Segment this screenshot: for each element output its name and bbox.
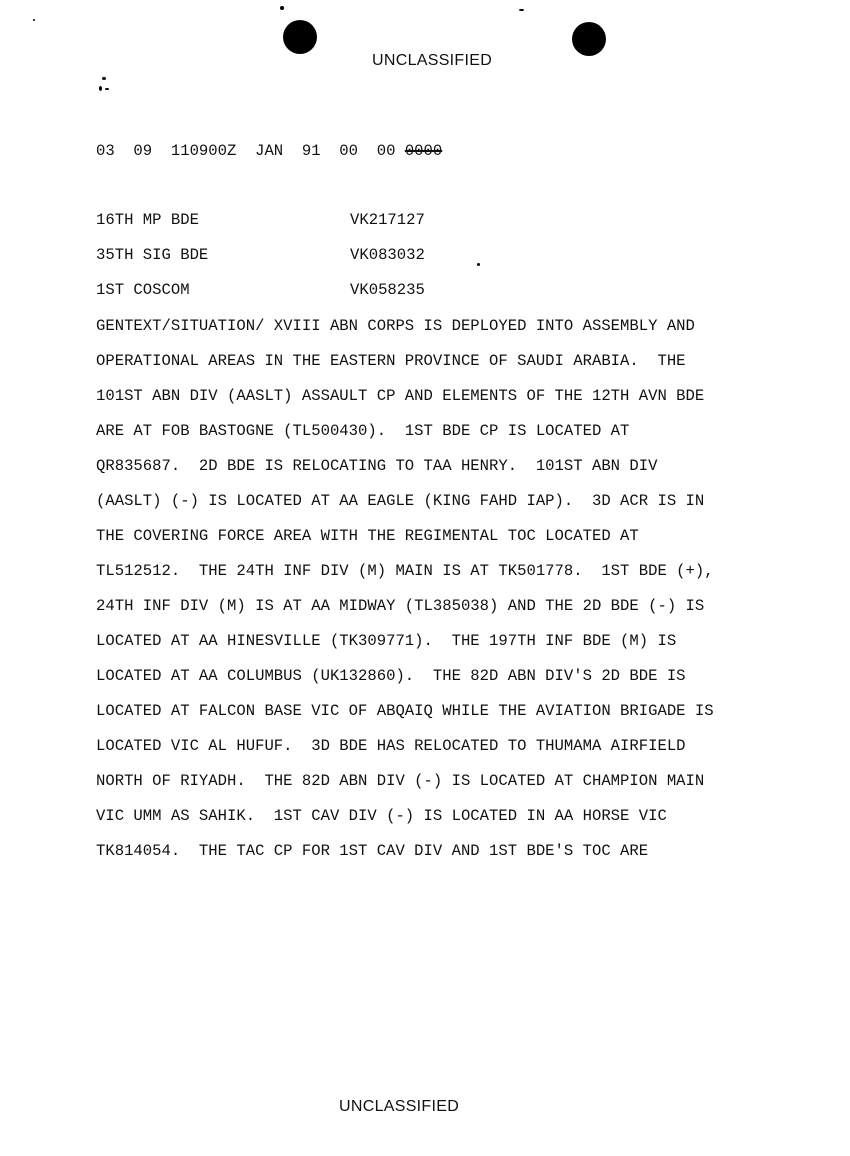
unit-name: 16TH MP BDE bbox=[96, 211, 199, 229]
text-line: TK814054. THE TAC CP FOR 1ST CAV DIV AND 1ST BDE'S TOC ARE bbox=[96, 842, 649, 860]
text-line: NORTH OF RIYADH. THE 82D ABN DIV (-) IS LOCATED AT CHAMPION MAIN bbox=[96, 772, 705, 790]
text-line: (AASLT) (-) IS LOCATED AT AA EAGLE (KING FAHD IAP). 3D ACR IS IN bbox=[96, 492, 705, 510]
scan-speck bbox=[99, 86, 102, 91]
scan-speck bbox=[102, 77, 106, 80]
text-line: QR835687. 2D BDE IS RELOCATING TO TAA HENRY. 101ST ABN DIV bbox=[96, 457, 658, 475]
punch-hole-right bbox=[572, 22, 606, 56]
unit-row bbox=[96, 281, 425, 299]
scan-speck bbox=[280, 6, 284, 10]
unit-grid: VK217127 bbox=[350, 211, 425, 229]
classification-marking-bottom: UNCLASSIFIED bbox=[339, 1098, 460, 1115]
text-line: LOCATED AT AA HINESVILLE (TK309771). THE 197TH INF BDE (M) IS bbox=[96, 632, 677, 650]
classification-marking-top: UNCLASSIFIED bbox=[372, 52, 493, 69]
text-line: LOCATED AT AA COLUMBUS (UK132860). THE 82D ABN DIV'S 2D BDE IS bbox=[96, 667, 686, 685]
text-line: VIC UMM AS SAHIK. 1ST CAV DIV (-) IS LOCATED IN AA HORSE VIC bbox=[96, 807, 667, 825]
unit-name: 1ST COSCOM bbox=[96, 281, 190, 299]
unit-row bbox=[96, 246, 425, 264]
scan-speck bbox=[105, 88, 109, 90]
struck-out-code: 0000 bbox=[404, 142, 443, 160]
gentext-situation bbox=[96, 316, 836, 876]
text-line: LOCATED AT FALCON BASE VIC OF ABQAIQ WHILE THE AVIATION BRIGADE IS bbox=[96, 702, 714, 720]
text-line: LOCATED VIC AL HUFUF. 3D BDE HAS RELOCATED TO THUMAMA AIRFIELD bbox=[96, 737, 686, 755]
text-line: TL512512. THE 24TH INF DIV (M) MAIN IS AT TK501778. 1ST BDE (+), bbox=[96, 562, 714, 580]
text-line: GENTEXT/SITUATION/ XVIII ABN CORPS IS DEPLOYED INTO ASSEMBLY AND bbox=[96, 317, 695, 335]
unit-grid: VK083032 bbox=[350, 246, 425, 264]
date-time-group bbox=[96, 142, 442, 160]
unit-grid: VK058235 bbox=[350, 281, 425, 299]
text-line: OPERATIONAL AREAS IN THE EASTERN PROVINCE OF SAUDI ARABIA. THE bbox=[96, 352, 686, 370]
scan-speck bbox=[477, 263, 480, 266]
scan-speck bbox=[33, 19, 35, 21]
unit-row bbox=[96, 211, 425, 229]
text-line: 101ST ABN DIV (AASLT) ASSAULT CP AND ELEMENTS OF THE 12TH AVN BDE bbox=[96, 387, 705, 405]
text-line: 24TH INF DIV (M) IS AT AA MIDWAY (TL385038) AND THE 2D BDE (-) IS bbox=[96, 597, 705, 615]
text-line: THE COVERING FORCE AREA WITH THE REGIMENTAL TOC LOCATED AT bbox=[96, 527, 639, 545]
unit-name: 35TH SIG BDE bbox=[96, 246, 209, 264]
scan-speck bbox=[519, 9, 524, 11]
dtg-text: 03 09 110900Z JAN 91 00 00 bbox=[96, 142, 405, 160]
text-line: ARE AT FOB BASTOGNE (TL500430). 1ST BDE CP IS LOCATED AT bbox=[96, 422, 630, 440]
punch-hole-left bbox=[283, 20, 317, 54]
